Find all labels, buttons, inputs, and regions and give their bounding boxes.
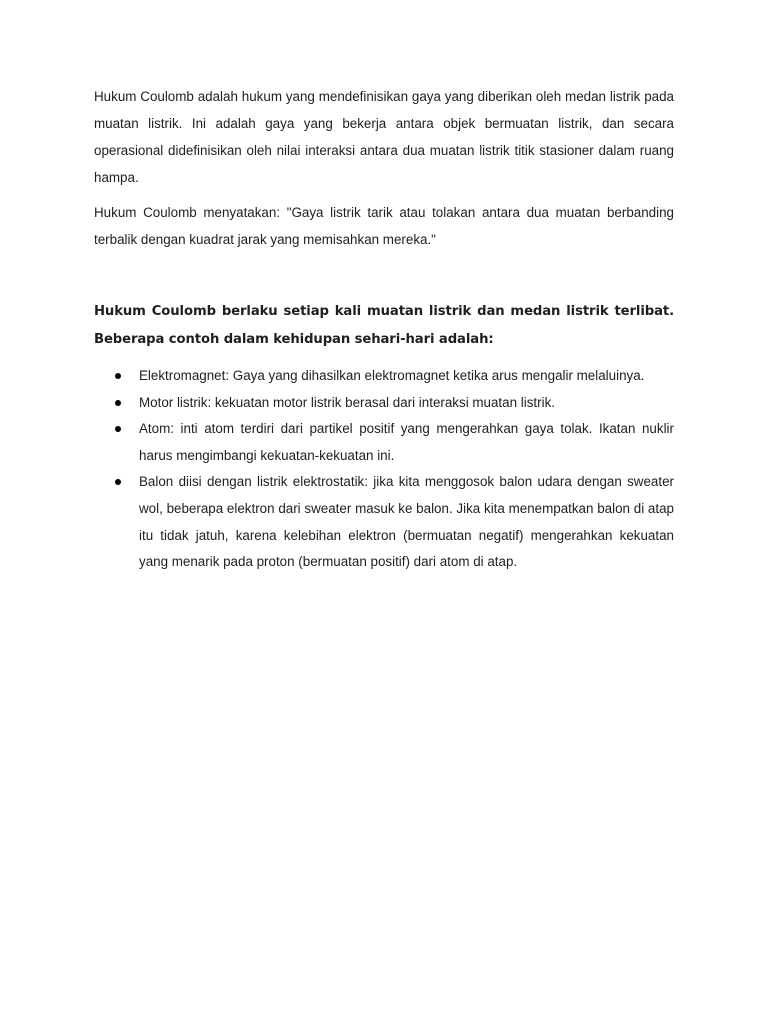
- list-item: [94, 469, 674, 575]
- document-page: [94, 83, 674, 576]
- bullet-icon: [115, 400, 121, 406]
- list-item: [94, 416, 674, 469]
- bullet-icon: [115, 373, 121, 379]
- list-item-text: Balon diisi dengan listrik elektrostatik: jika kita menggosok balon udara dengan sweater wol, beberapa elektron dari sweater masuk ke balon. Jika kita menempatkan balon di atap itu tidak jatuh, karena kelebihan elektron (bermuatan negatif) mengerahkan kekuatan yang menarik pada proton (bermuatan positif) dari atom di atap.: [139, 474, 674, 570]
- list-item-text: Atom: inti atom terdiri dari partikel positif yang mengerahkan gaya tolak. Ikatan nuklir harus mengimbangi kekuatan-kekuatan ini.: [139, 421, 674, 463]
- examples-list: [94, 363, 674, 576]
- list-item: [94, 390, 674, 417]
- intro-paragraph: Hukum Coulomb adalah hukum yang mendefinisikan gaya yang diberikan oleh medan listrik pada muatan listrik. Ini adalah gaya yang bekerja antara objek bermuatan listrik, dan secara operasional didefinisikan oleh nilai interaksi antara dua muatan listrik titik stasioner dalam ruang hampa.: [94, 89, 674, 185]
- section-heading: Hukum Coulomb berlaku setiap kali muatan listrik dan medan listrik terlibat. Beberapa contoh dalam kehidupan sehari-hari adalah:: [94, 304, 674, 347]
- list-item-text: Elektromagnet: Gaya yang dihasilkan elektromagnet ketika arus mengalir melaluinya.: [139, 368, 645, 383]
- list-item-text: Motor listrik: kekuatan motor listrik berasal dari interaksi muatan listrik.: [139, 394, 555, 410]
- bullet-icon: [115, 426, 121, 432]
- bullet-icon: [115, 479, 121, 485]
- list-item: [94, 363, 674, 390]
- quote-paragraph: Hukum Coulomb menyatakan: "Gaya listrik tarik atau tolakan antara dua muatan berbanding terbalik dengan kuadrat jarak yang memisahkan mereka.": [94, 205, 674, 247]
